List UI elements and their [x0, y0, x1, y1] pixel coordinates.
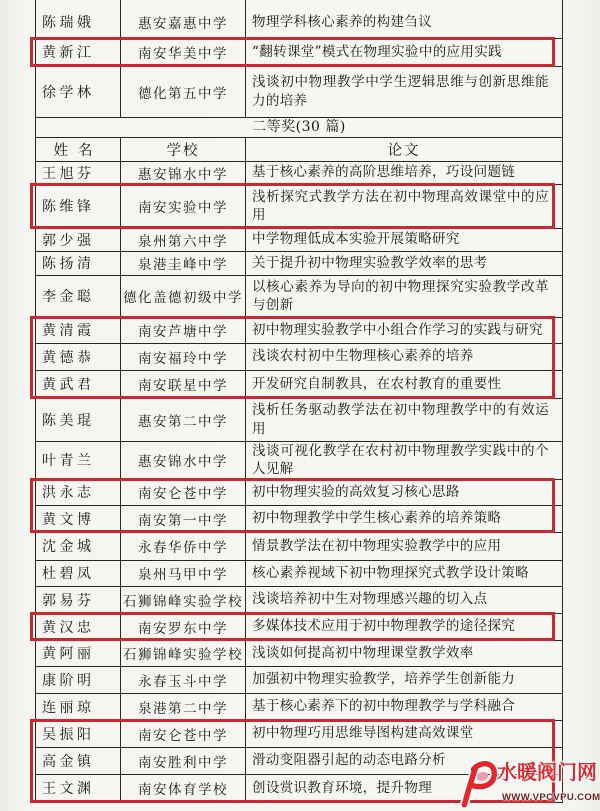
- author-name: 黄文博: [36, 505, 121, 532]
- paper-title: 加强初中物理实验教学，培养学生创新能力: [246, 666, 563, 693]
- entry-row: [36, 398, 563, 441]
- paper-title: 初中物理巧用思维导图构建高效课堂: [246, 720, 563, 747]
- school-name: 石狮锦峰实验学校: [121, 586, 246, 613]
- school-name: 南安华美中学: [121, 38, 246, 66]
- author-name: 黄清霞: [36, 317, 121, 343]
- school-name: 泉州马甲中学: [121, 560, 246, 586]
- author-name: 陈扬清: [36, 251, 121, 275]
- entry-row: [36, 613, 563, 640]
- school-name: 南安福玲中学: [121, 343, 246, 370]
- school-name: 泉州第六中学: [121, 228, 246, 251]
- author-name: 陈瑞娥: [36, 0, 121, 38]
- entry-row: [36, 275, 563, 317]
- author-name: 郭易芬: [36, 586, 121, 613]
- school-name: 南安联星中学: [121, 370, 246, 398]
- entry-row: [36, 532, 563, 560]
- entry-row: [36, 184, 563, 228]
- school-name: 南安体育学校: [121, 774, 246, 802]
- school-name: 南安实验中学: [121, 184, 246, 228]
- author-name: 郭少强: [36, 228, 121, 251]
- paper-title: 物理学科核心素养的构建刍议: [246, 0, 563, 38]
- paper-title: 关于提升初中物理实验教学效率的思考: [246, 251, 563, 275]
- school-name: 德化盖德初级中学: [121, 275, 246, 317]
- watermark-site-name: 水暖阀门网: [497, 760, 597, 784]
- author-name: 连丽琼: [36, 693, 121, 720]
- paper-title: 滑动变阻器引起的动态电路分析: [246, 747, 563, 774]
- school-name: 南安芦塘中学: [121, 317, 246, 343]
- paper-title: 浅谈农村初中生物理核心素养的培养: [246, 343, 563, 370]
- column-header-school: 学校: [121, 137, 246, 161]
- school-name: 惠安嘉惠中学: [121, 0, 246, 38]
- paper-title: 浅谈如何提高初中物理课堂教学效率: [246, 640, 563, 666]
- author-name: 黄阿丽: [36, 640, 121, 666]
- entry-row: [36, 66, 563, 117]
- school-name: 泉港第二中学: [121, 693, 246, 720]
- paper-title: 情景教学法在初中物理实验教学中的应用: [246, 532, 563, 560]
- school-name: 石狮锦峰实验学校: [121, 640, 246, 666]
- school-name: 永春华侨中学: [121, 532, 246, 560]
- entry-row: [36, 317, 563, 343]
- column-header-paper: 论文: [246, 137, 563, 161]
- author-name: 吴振阳: [36, 720, 121, 747]
- paper-title: 以核心素养为导向的初中物理探究实验教学改革与创新: [246, 275, 563, 317]
- author-name: 王文渊: [36, 774, 121, 802]
- paper-title: 创设赏识教育环境，提升物理: [246, 774, 563, 802]
- paper-title: “翻转课堂”模式在物理实验中的应用实践: [246, 38, 563, 66]
- school-name: 泉港圭峰中学: [121, 251, 246, 275]
- entry-row: [36, 774, 563, 802]
- school-name: 南安罗东中学: [121, 613, 246, 640]
- school-name: 南安仑苍中学: [121, 479, 246, 505]
- author-name: 陈美琨: [36, 398, 121, 441]
- school-name: 永春玉斗中学: [121, 666, 246, 693]
- entry-row: [36, 560, 563, 586]
- paper-title: 初中物理实验教学中小组合作学习的实践与研究: [246, 317, 563, 343]
- award-table-body: [36, 0, 563, 802]
- entry-row: [36, 370, 563, 398]
- author-name: 康阶明: [36, 666, 121, 693]
- paper-title: 中学物理低成本实验开展策略研究: [246, 228, 563, 251]
- paper-title: 核心素养视域下初中物理探究式教学设计策略: [246, 560, 563, 586]
- paper-title: 浅谈初中物理教学中学生逻辑思维与创新思维能力的培养: [246, 66, 563, 117]
- entry-row: [36, 0, 563, 38]
- entry-row: [36, 586, 563, 613]
- column-header-name: 姓名: [36, 137, 121, 161]
- entry-row: [36, 343, 563, 370]
- author-name: 徐学林: [36, 66, 121, 117]
- paper-title: 浅析探究式教学方法在初中物理高效课堂中的应用: [246, 184, 563, 228]
- entry-row: [36, 161, 563, 184]
- entry-row: [36, 666, 563, 693]
- paper-title: 浅谈培养初中生对物理感兴趣的切入点: [246, 586, 563, 613]
- paper-title: 浅析任务驱动教学法在初中物理教学中的有效运用: [246, 398, 563, 441]
- school-name: 南安仑苍中学: [121, 720, 246, 747]
- school-name: 惠安锦水中学: [121, 161, 246, 184]
- entry-row: [36, 720, 563, 747]
- paper-title: 浅谈可视化教学在农村初中物理教学实践中的个人见解: [246, 441, 563, 479]
- paper-title: 初中物理实验的高效复习核心思路: [246, 479, 563, 505]
- author-name: 高金镇: [36, 747, 121, 774]
- author-name: 黄德恭: [36, 343, 121, 370]
- column-header-row: [36, 137, 563, 161]
- paper-title: 初中物理教学中学生核心素养的培养策略: [246, 505, 563, 532]
- paper-title: 基于核心素养下的初中物理教学与学科融合: [246, 693, 563, 720]
- school-name: 南安第一中学: [121, 505, 246, 532]
- school-name: 南安胜利中学: [121, 747, 246, 774]
- entry-row: [36, 693, 563, 720]
- entry-row: [36, 251, 563, 275]
- paper-title: 开发研究自制教具，在农村教育的重要性: [246, 370, 563, 398]
- author-name: 黄武君: [36, 370, 121, 398]
- entry-row: [36, 747, 563, 774]
- entry-row: [36, 38, 563, 66]
- entry-row: [36, 505, 563, 532]
- author-name: 黄新江: [36, 38, 121, 66]
- author-name: 叶青兰: [36, 441, 121, 479]
- author-name: 黄汉忠: [36, 613, 121, 640]
- entry-row: [36, 640, 563, 666]
- entry-row: [36, 479, 563, 505]
- paper-title: 基于核心素养的高阶思维培养，巧设问题链: [246, 161, 563, 184]
- author-name: 杜碧凤: [36, 560, 121, 586]
- author-name: 李金聪: [36, 275, 121, 317]
- author-name: 王旭芬: [36, 161, 121, 184]
- section-title-row: [36, 117, 563, 137]
- paper-title: 多媒体技术应用于初中物理教学的途径探究: [246, 613, 563, 640]
- author-name: 沈金城: [36, 532, 121, 560]
- entry-row: [36, 228, 563, 251]
- school-name: 惠安第二中学: [121, 398, 246, 441]
- school-name: 惠安锦水中学: [121, 441, 246, 479]
- entry-row: [36, 441, 563, 479]
- school-name: 德化第五中学: [121, 66, 246, 117]
- award-table: [35, 0, 563, 803]
- section-title: 二等奖(30 篇): [36, 117, 563, 137]
- watermark-url: WWW.VPCVPU.COM: [502, 792, 600, 803]
- author-name: 洪永志: [36, 479, 121, 505]
- author-name: 陈维锋: [36, 184, 121, 228]
